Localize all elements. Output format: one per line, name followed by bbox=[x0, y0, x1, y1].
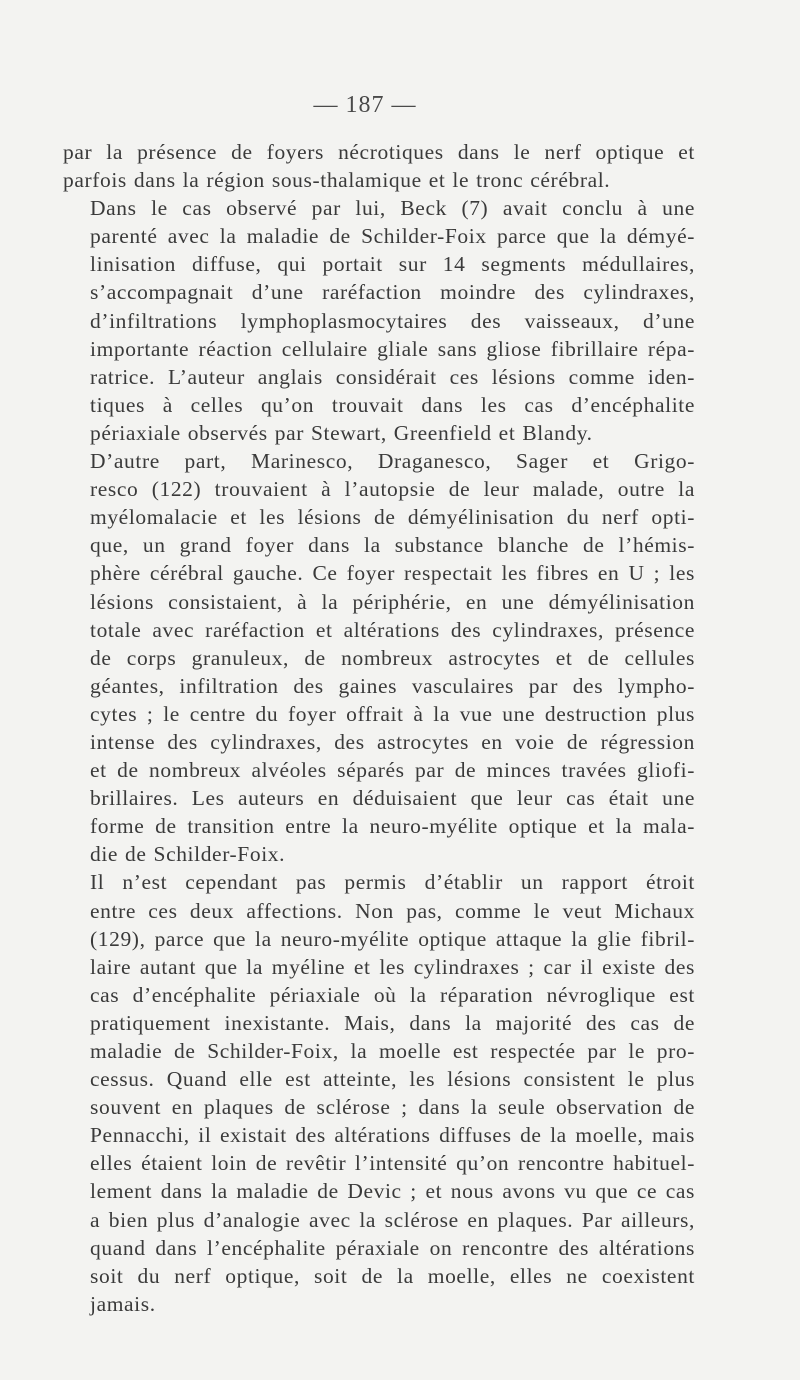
text-line: d’infiltrations lymphoplasmocytaires des vaisseaux, d’une bbox=[90, 308, 695, 333]
text-line: parfois dans la région sous-thalamique et le tronc cérébral. bbox=[63, 168, 611, 193]
text-line: cytes ; le centre du foyer offrait à la vue une destruction plus bbox=[90, 701, 695, 726]
text-line: tiques à celles qu’on trouvait dans les cas d’encéphalite bbox=[90, 392, 695, 417]
text-line: Dans le cas observé par lui, Beck (7) avait conclu à une bbox=[90, 196, 695, 221]
text-line: cessus. Quand elle est atteinte, les lésions consistent le plus bbox=[90, 1067, 695, 1092]
paragraph bbox=[63, 868, 695, 1318]
text-line: resco (122) trouvaient à l’autopsie de leur malade, outre la bbox=[90, 477, 695, 502]
text-line: forme de transition entre la neuro-myélite optique et la mala- bbox=[90, 814, 695, 839]
text-line: Il n’est cependant pas permis d’établir un rapport étroit bbox=[90, 870, 695, 895]
text-line: myélomalacie et les lésions de démyélinisation du nerf opti- bbox=[90, 505, 695, 530]
paragraph bbox=[63, 447, 695, 868]
text-line: entre ces deux affections. Non pas, comme le veut Michaux bbox=[90, 898, 695, 923]
text-line: totale avec raréfaction et altérations des cylindraxes, présence bbox=[90, 617, 695, 642]
text-line: que, un grand foyer dans la substance blanche de l’hémis- bbox=[90, 533, 695, 558]
text-line: cas d’encéphalite périaxiale où la réparation névroglique est bbox=[90, 982, 695, 1007]
text-line: maladie de Schilder-Foix, la moelle est respectée par le pro- bbox=[90, 1039, 695, 1063]
text-line: importante réaction cellulaire gliale sans gliose fibrillaire répa- bbox=[90, 336, 695, 361]
text-line: géantes, infiltration des gaines vasculaires par des lympho- bbox=[90, 673, 695, 698]
text-line: die de Schilder-Foix. bbox=[90, 842, 286, 867]
text-line: a bien plus d’analogie avec la sclérose en plaques. Par ailleurs, bbox=[90, 1207, 695, 1232]
text-line: soit du nerf optique, soit de la moelle, elles ne coexistent bbox=[90, 1263, 695, 1288]
text-line: et de nombreux alvéoles séparés par de minces travées gliofi- bbox=[90, 758, 695, 783]
text-line: pratiquement inexistante. Mais, dans la majorité des cas de bbox=[90, 1010, 695, 1035]
text-line: elles étaient loin de revêtir l’intensité qu’on rencontre habituel- bbox=[90, 1151, 695, 1176]
paragraph bbox=[63, 194, 695, 447]
text-line: s’accompagnait d’une raréfaction moindre des cylindraxes, bbox=[90, 280, 695, 305]
text-line: brillaires. Les auteurs en déduisaient que leur cas était une bbox=[90, 786, 695, 811]
text-line: par la présence de foyers nécrotiques dans le nerf optique et bbox=[63, 140, 695, 164]
text-line: phère cérébral gauche. Ce foyer respectait les fibres en U ; les bbox=[90, 561, 695, 586]
text-line: quand dans l’encéphalite péraxiale on rencontre des altérations bbox=[90, 1235, 695, 1260]
text-line: (129), parce que la neuro-myélite optique attaque la glie fibril- bbox=[90, 926, 695, 951]
text-line: linisation diffuse, qui portait sur 14 segments médullaires, bbox=[90, 252, 695, 277]
text-line: de corps granuleux, de nombreux astrocytes et de cellules bbox=[90, 645, 695, 670]
page-number: — 187 — bbox=[313, 92, 417, 118]
text-line: laire autant que la myéline et les cylindraxes ; car il existe des bbox=[90, 954, 695, 979]
text-line: périaxiale observés par Stewart, Greenfield et Blandy. bbox=[90, 420, 593, 445]
text-line: D’autre part, Marinesco, Draganesco, Sager et Grigo- bbox=[90, 449, 695, 474]
paragraph bbox=[63, 138, 695, 194]
text-line: souvent en plaques de sclérose ; dans la seule observation de bbox=[90, 1095, 695, 1120]
text-line: jamais. bbox=[90, 1291, 156, 1316]
text-line: intense des cylindraxes, des astrocytes en voie de régression bbox=[90, 729, 695, 754]
body-text bbox=[63, 138, 695, 1318]
text-line: ratrice. L’auteur anglais considérait ces lésions comme iden- bbox=[90, 364, 695, 389]
text-line: lésions consistaient, à la périphérie, en une démyélinisation bbox=[90, 589, 695, 614]
text-line: Pennacchi, il existait des altérations diffuses de la moelle, mais bbox=[90, 1123, 695, 1148]
text-line: lement dans la maladie de Devic ; et nous avons vu que ce cas bbox=[90, 1179, 695, 1204]
text-line: parenté avec la maladie de Schilder-Foix parce que la démyé- bbox=[90, 224, 695, 249]
